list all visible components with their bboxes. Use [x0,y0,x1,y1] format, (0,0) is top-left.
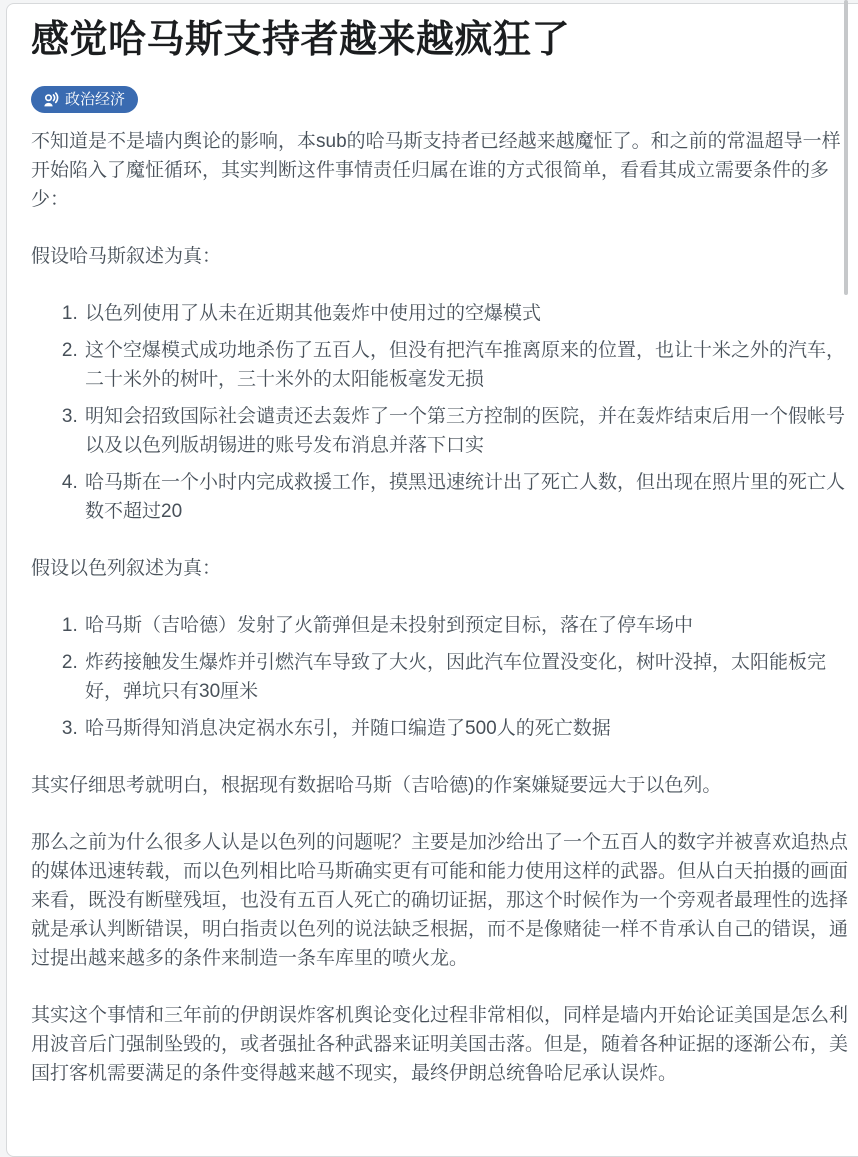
paragraph-analysis: 那么之前为什么很多人认是以色列的问题呢？主要是加沙给出了一个五百人的数字并被喜欢追热点的媒体迅速转载，而以色列相比哈马斯确实更有可能和能力使用这样的武器。但从白天拍摄的画面来看，既没有断壁残垣，也没有五百人死亡的确切证据，那这个时候作为一个旁观者最理性的选择就是承认判断错误，明白指责以色列的说法缺乏根据，而不是像赌徒一样不肯承认自己的错误，通过提出越来越多的条件来制造一条车库里的喷火龙。 [31,832,849,969]
scrollbar-thumb[interactable] [844,0,848,295]
israel-hypothesis-heading: 假设以色列叙述为真： [31,558,222,579]
list-item: 4. 哈马斯在一个小时内完成救援工作，摸黑迅速统计出了死亡人数，但出现在照片里的死亡人数不超过20 [83,468,857,526]
hamas-conditions-list [31,299,857,526]
post-card [6,3,858,1157]
speaking-user-icon [41,91,59,109]
paragraph-iran-comparison: 其实这个事情和三年前的伊朗误炸客机舆论变化过程非常相似，同样是墙内开始论证美国是怎么利用波音后门强制坠毁的，或者强扯各种武器来证明美国击落。但是，随着各种证据的逐渐公布，美国打客机需要满足的条件变得越来越不现实，最终伊朗总统鲁哈尼承认误炸。 [31,1005,849,1084]
paragraph-intro: 不知道是不是墙内舆论的影响，本sub的哈马斯支持者已经越来越魔怔了。和之前的常温超导一样开始陷入了魔怔循环，其实判断这件事情责任归属在谁的方式很简单，看看其成立需要条件的多少： [31,131,841,210]
post-body [31,127,857,1088]
list-item: 3. 明知会招致国际社会谴责还去轰炸了一个第三方控制的医院，并在轰炸结束后用一个假帐号以及以色列版胡锡进的账号发布消息并落下口实 [83,402,857,460]
flair-label: 政治经济 [65,91,126,108]
hamas-hypothesis-heading: 假设哈马斯叙述为真： [31,246,222,267]
post-title: 感觉哈马斯支持者越来越疯狂了 [31,19,571,61]
list-item: 1. 以色列使用了从未在近期其他轰炸中使用过的空爆模式 [83,299,857,328]
paragraph-conclusion: 其实仔细思考就明白，根据现有数据哈马斯（吉哈德)的作案嫌疑要远大于以色列。 [31,775,722,796]
israel-conditions-list [31,611,857,743]
flair-row [31,86,857,113]
flair-badge[interactable] [31,86,138,113]
list-item: 3. 哈马斯得知消息决定祸水东引，并随口编造了500人的死亡数据 [83,714,857,743]
list-item: 2. 这个空爆模式成功地杀伤了五百人，但没有把汽车推离原来的位置，也让十米之外的汽车，二十米外的树叶，三十米外的太阳能板毫发无损 [83,336,857,394]
list-item: 2. 炸药接触发生爆炸并引燃汽车导致了大火，因此汽车位置没变化，树叶没掉，太阳能板完好，弹坑只有30厘米 [83,648,857,706]
list-item: 1. 哈马斯（吉哈德）发射了火箭弹但是未投射到预定目标，落在了停车场中 [83,611,857,640]
